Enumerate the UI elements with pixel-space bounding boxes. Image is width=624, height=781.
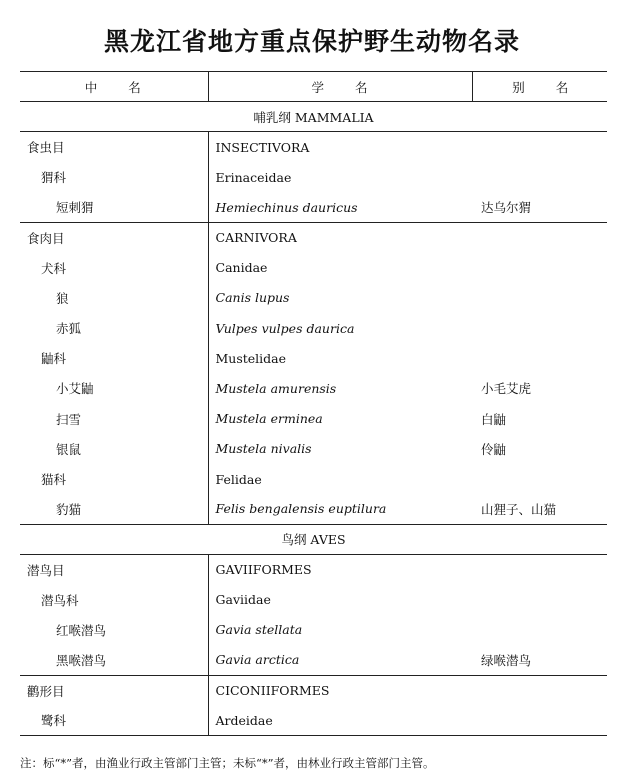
- alias-cell: [472, 675, 607, 705]
- chinese-name-cell: 猬科: [20, 162, 208, 192]
- scientific-name-cell: Gavia arctica: [215, 652, 300, 668]
- chinese-name-cell: 狼: [20, 283, 208, 313]
- class-heading-row: [20, 102, 607, 132]
- table-row: [20, 253, 607, 283]
- scientific-name-cell: Ardeidae: [208, 705, 472, 735]
- chinese-name-cell: 黑喉潜鸟: [20, 645, 208, 675]
- alias-cell: [472, 615, 607, 645]
- alias-cell: 绿喉潜鸟: [481, 652, 532, 668]
- alias-cell: [472, 585, 607, 615]
- header-alias: 别 名: [472, 72, 607, 102]
- alias-cell: [472, 222, 607, 252]
- table-row: [20, 585, 607, 615]
- alias-cell: [472, 162, 607, 192]
- scientific-name-cell: INSECTIVORA: [215, 139, 310, 155]
- alias-cell: [472, 313, 607, 343]
- chinese-name-cell: 鹳形目: [20, 675, 208, 705]
- table-row: [20, 313, 607, 343]
- alias-cell: 伶鼬: [481, 441, 507, 457]
- scientific-name-cell: Mustela amurensis: [215, 380, 337, 396]
- table-row: [20, 645, 607, 675]
- alias-cell: [472, 283, 607, 313]
- scientific-name-cell: Erinaceidae: [215, 169, 292, 185]
- scientific-name-cell: Gaviidae: [215, 592, 271, 608]
- scientific-name-cell: Mustela erminea: [215, 411, 323, 427]
- scientific-name-cell: Canis lupus: [215, 290, 290, 306]
- chinese-name-cell: 食肉目: [20, 222, 208, 252]
- header-chinese-name: 中 名: [20, 72, 208, 102]
- table-row: [20, 373, 607, 403]
- alias-cell: [472, 705, 607, 735]
- scientific-name-cell: CARNIVORA: [208, 222, 472, 252]
- scientific-name-cell: Canidae: [215, 260, 268, 276]
- table-row: [20, 162, 607, 192]
- table-row: [20, 343, 607, 373]
- alias-cell: [472, 343, 607, 373]
- species-table: [20, 71, 607, 736]
- alias-cell: 小毛艾虎: [481, 381, 532, 397]
- table-row: [20, 192, 607, 222]
- table-row: [20, 283, 607, 313]
- scientific-name-cell: Hemiechinus dauricus: [215, 199, 358, 215]
- header-scientific-name: 学 名: [208, 72, 472, 102]
- table-body: [20, 102, 607, 736]
- chinese-name-cell: 赤狐: [20, 313, 208, 343]
- class-heading-row: [20, 524, 607, 554]
- chinese-name-cell: 鹭科: [20, 705, 208, 735]
- chinese-name-cell: 扫雪: [20, 404, 208, 434]
- scientific-name-cell: Vulpes vulpes daurica: [215, 320, 355, 336]
- table-row: [20, 464, 607, 494]
- chinese-name-cell: 豹猫: [20, 494, 208, 524]
- table-row: [20, 615, 607, 645]
- chinese-name-cell: 鼬科: [20, 343, 208, 373]
- table-row: [20, 132, 607, 162]
- alias-cell: [472, 555, 607, 585]
- scientific-name-cell: GAVIIFORMES: [215, 562, 312, 578]
- table-row: [20, 222, 607, 252]
- scientific-name-cell: Felidae: [215, 471, 262, 487]
- table-header-row: [20, 72, 607, 102]
- alias-cell: [472, 253, 607, 283]
- chinese-name-cell: 猫科: [20, 464, 208, 494]
- table-row: [20, 494, 607, 524]
- table-row: [20, 705, 607, 735]
- chinese-name-cell: 短刺猬: [20, 192, 208, 222]
- scientific-name-cell: Mustela nivalis: [215, 441, 312, 457]
- chinese-name-cell: 小艾鼬: [20, 373, 208, 403]
- class-heading: 哺乳纲 MAMMALIA: [20, 102, 607, 132]
- class-heading: 鸟纲 AVES: [20, 524, 607, 554]
- alias-cell: [472, 464, 607, 494]
- chinese-name-cell: 食虫目: [20, 132, 208, 162]
- alias-cell: [472, 132, 607, 162]
- chinese-name-cell: 银鼠: [20, 434, 208, 464]
- footnote: 注：标“*”者，由渔业行政主管部门主管；未标“*”者，由林业行政主管部门主管。: [20, 756, 435, 770]
- table-row: [20, 404, 607, 434]
- table-row: [20, 675, 607, 705]
- table-row: [20, 434, 607, 464]
- alias-cell: 山狸子、山猫: [481, 501, 557, 517]
- scientific-name-cell: Gavia stellata: [215, 622, 303, 638]
- scientific-name-cell: CICONIIFORMES: [208, 675, 472, 705]
- scientific-name-cell: Mustelidae: [215, 350, 287, 366]
- alias-cell: 达乌尔猬: [481, 200, 532, 216]
- table-row: [20, 555, 607, 585]
- chinese-name-cell: 犬科: [20, 253, 208, 283]
- alias-cell: 白鼬: [481, 411, 507, 427]
- page-title: 黑龙江省地方重点保护野生动物名录: [103, 27, 520, 56]
- scientific-name-cell: Felis bengalensis euptilura: [215, 501, 387, 517]
- chinese-name-cell: 潜鸟科: [20, 585, 208, 615]
- chinese-name-cell: 潜鸟目: [20, 555, 208, 585]
- chinese-name-cell: 红喉潜鸟: [20, 615, 208, 645]
